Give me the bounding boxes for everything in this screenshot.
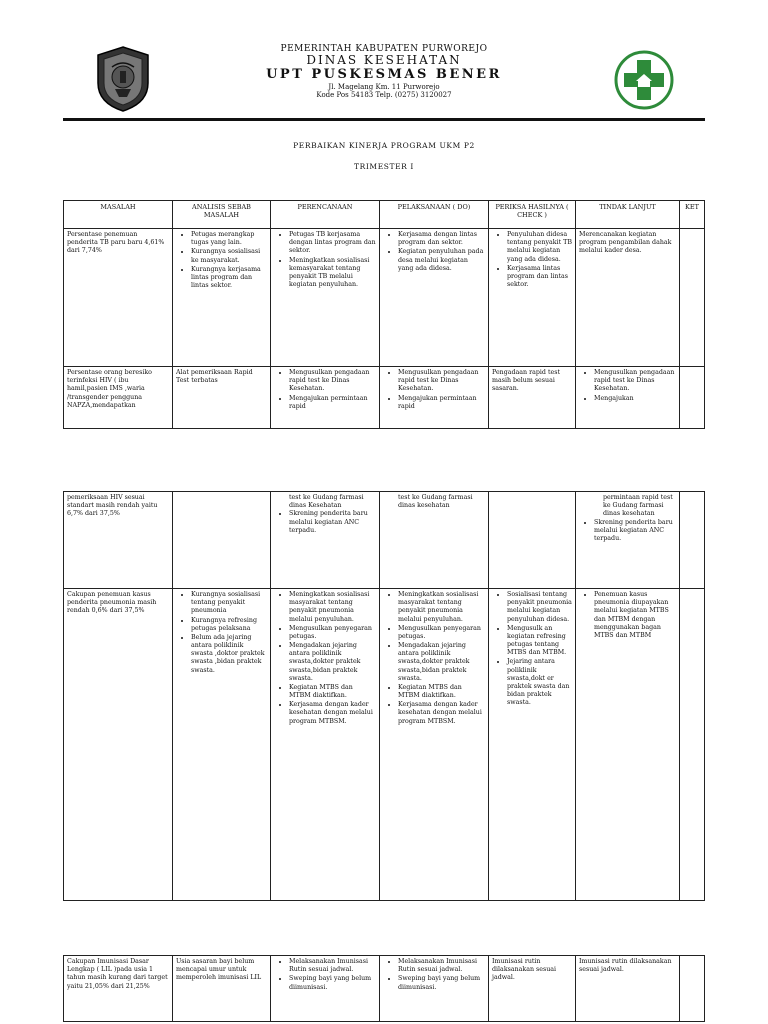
cell-pelaksanaan — [380, 589, 489, 901]
document-title: PERBAIKAN KINERJA PROGRAM UKM P2 — [293, 141, 475, 150]
col-header-masalah: MASALAH — [64, 201, 173, 229]
list-item: • Kerjasama dengan kader kesehatan dengan melalui program MTBSM. — [289, 701, 376, 726]
cell-ket — [680, 367, 705, 429]
cell-periksa — [489, 492, 576, 589]
list-item: • Kurangnya kerjasama lintas program dan lintas sektor. — [191, 266, 267, 291]
cell-pelaksanaan — [380, 492, 489, 589]
col-header-ket: KET — [680, 201, 705, 229]
list-item: • Mengajukan permintaan rapid — [289, 395, 376, 411]
cell-tindak-lanjut: Imunisasi rutin dilaksanakan sesuai jadwal. — [576, 956, 680, 1022]
cell-ket — [680, 229, 705, 367]
list-item: • Mengusulkan pengadaan rapid test ke Dinas Kesehatan. — [398, 369, 485, 394]
performance-table-part2 — [63, 491, 705, 901]
cell-pelaksanaan — [380, 956, 489, 1022]
list-item: • Mengadakan jejaring antara poliklinik swasta,dokter praktek swasta,bidan praktek swasta. — [289, 642, 376, 683]
list-item: • Kegiatan MTBS dan MTBM diaktifkan. — [289, 684, 376, 700]
cell-masalah: Persentase orang beresiko terinfeksi HIV ( ibu hamil,pasien IMS ,waria /transgender pengguna NAPZA,mendapatkan — [64, 367, 173, 429]
list-item: • Sweping bayi yang belum diimunisasi. — [398, 975, 485, 991]
cell-perencanaan — [271, 492, 380, 589]
department-name: DINAS KESEHATAN — [306, 53, 462, 68]
table-header-row — [64, 201, 705, 229]
cell-tindak-lanjut — [576, 492, 680, 589]
cell-tindak-lanjut — [576, 367, 680, 429]
list-item: • Kegiatan MTBS dan MTBM diaktifkan. — [398, 684, 485, 700]
cell-ket — [680, 492, 705, 589]
purworejo-regency-emblem-icon — [94, 45, 152, 113]
letterhead — [0, 0, 768, 125]
table-row — [64, 367, 705, 429]
list-item: • Meningkatkan sosialisasi masyarakat tentang penyakit pneumonia melalui penyuluhan. — [398, 591, 485, 624]
table-row — [64, 589, 705, 901]
list-item: • Mengajukan — [594, 395, 676, 403]
cell-perencanaan — [271, 229, 380, 367]
cell-tindak-lanjut — [576, 589, 680, 901]
col-header-tindak-lanjut: TINDAK LANJUT — [576, 201, 680, 229]
table-row — [64, 492, 705, 589]
col-header-pelaksanaan: PELAKSANAAN ( DO) — [380, 201, 489, 229]
continued-text: test ke Gudang farmasi dinas Kesehatan — [289, 494, 364, 510]
list-item: • Kerjasama dengan lintas program dan sektor. — [398, 231, 485, 247]
address: Jl. Magelang Km. 11 Purworejo — [328, 83, 440, 92]
list-item: • Mengusulkan pengadaan rapid test ke Dinas Kesehatan. — [289, 369, 376, 394]
col-header-perencanaan: PERENCANAAN — [271, 201, 380, 229]
list-item: • Jejaring antara poliklinik swasta,dokt er praktek swasta dan bidan praktek swasta. — [507, 658, 572, 707]
cell-periksa — [489, 229, 576, 367]
cell-perencanaan — [271, 367, 380, 429]
cell-perencanaan — [271, 589, 380, 901]
list-item: • Kurangnya sosialisasi ke masyarakat. — [191, 248, 267, 264]
list-item: • Mengusulk an kegiatan refresing petugas tentang MTBS dan MTBM. — [507, 625, 572, 658]
document-subtitle: TRIMESTER I — [354, 162, 414, 171]
list-item: • Sosialisasi tentang penyakit pneumonia melalui kegiatan penyuluhan didesa. — [507, 591, 572, 624]
cell-analisis — [173, 229, 271, 367]
list-item: • Petugas TB kerjasama dengan lintas program dan sektor. — [289, 231, 376, 256]
cell-periksa — [489, 589, 576, 901]
government-name: PEMERINTAH KABUPATEN PURWOREJO — [280, 44, 488, 54]
list-item: • Kurangnya refresing petugas pelaksana — [191, 617, 267, 633]
cell-analisis: Alat pemeriksaan Rapid Test terbatas — [173, 367, 271, 429]
list-item: • Penemuan kasus pneumonia diupayakan melalui kegiatan MTBS dan MTBM dengan menggunakan bagan MTBS dan MTBM — [594, 591, 676, 640]
list-item: • Kerjasama lintas program dan lintas sektor. — [507, 265, 572, 290]
table-row — [64, 229, 705, 367]
col-header-analisis: ANALISIS SEBAB MASALAH — [173, 201, 271, 229]
list-item: • Kegiatan penyuluhan pada desa melalui kegiatan yang ada didesa. — [398, 248, 485, 273]
cell-analisis — [173, 589, 271, 901]
table-row — [64, 956, 705, 1022]
cell-periksa: Imunisasi rutin dilaksanakan sesuai jadwal. — [489, 956, 576, 1022]
list-item: • Meningkatkan sosialisasi masyarakat tentang penyakit pneumonia melalui penyuluhan. — [289, 591, 376, 624]
list-item: • Kurangnya sosialisasi tentang penyakit pneumonia — [191, 591, 267, 616]
list-item: • Belum ada jejaring antara poliklinik swasta ,doktor praktek swasta ,bidan praktek swasta. — [191, 634, 267, 675]
cell-masalah: Cakupan Imunisasi Dasar Lengkap ( LIL )pada usia 1 tahun masih kurang dari target yaitu 21,05% dari 21,25% — [64, 956, 173, 1022]
cell-analisis — [173, 492, 271, 589]
continued-text: permintaan rapid test ke Gudang farmasi dinas kesehatan — [603, 494, 673, 518]
cell-analisis: Usia sasaran bayi belum mencapai umur untuk memperoleh imunisasi LIL — [173, 956, 271, 1022]
list-item: • Sweping bayi yang belum diimunisasi. — [289, 975, 376, 991]
list-item: • Melaksanakan Imunisasi Rutin sesuai jadwal. — [398, 958, 485, 974]
list-item: • Mengusulkan penyegaran petugas. — [398, 625, 485, 641]
list-item: • Mengajukan permintaan rapid — [398, 395, 485, 411]
list-item: • Petugas merangkap tugas yang lain. — [191, 231, 267, 247]
list-item: • Skrening penderita baru melalui kegiatan ANC terpadu. — [289, 510, 376, 535]
list-item: • Kerjasama dengan kader kesehatan dengan melalui program MTBSM. — [398, 701, 485, 726]
cell-masalah: pemeriksaan HIV sesuai standart masih rendah yaitu 6,7% dari 37,5% — [64, 492, 173, 589]
list-item: • Penyuluhan didesa tentang penyakit TB melalui kegiatan yang ada didesa. — [507, 231, 572, 264]
continued-text: test ke Gudang farmasi dinas kesehatan — [398, 494, 473, 510]
institution-name: UPT PUSKESMAS BENER — [266, 67, 502, 83]
list-item: • Mengadakan jejaring antara poliklinik swasta,dokter praktek swasta,bidan praktek swasta. — [398, 642, 485, 683]
puskesmas-logo-icon — [614, 50, 674, 110]
cell-pelaksanaan — [380, 229, 489, 367]
col-header-periksa: PERIKSA HASILNYA ( CHECK ) — [489, 201, 576, 229]
list-item: • Skrening penderita baru melalui kegiatan ANC terpadu. — [594, 519, 676, 544]
list-item: • Mengusulkan pengadaan rapid test ke Dinas Kesehatan. — [594, 369, 676, 394]
list-item: • Meningkatkan sosialisasi kemasyarakat tentang penyakit TB melalui kegiatan penyuluhan. — [289, 257, 376, 290]
performance-table-part3 — [63, 955, 705, 1022]
list-item: • Melaksanakan Imunisasi Rutin sesuai jadwal. — [289, 958, 376, 974]
cell-tindak-lanjut: Merencanakan kegiatan program pengambilan dahak melalui kader desa. — [576, 229, 680, 367]
cell-periksa: Pengadaan rapid test masih belum sesuai sasaran. — [489, 367, 576, 429]
letterhead-divider — [63, 118, 705, 121]
cell-pelaksanaan — [380, 367, 489, 429]
list-item: • Mengusulkan penyegaran petugas. — [289, 625, 376, 641]
cell-masalah: Persentase penemuan penderita TB paru baru 4,61% dari 7,74% — [64, 229, 173, 367]
cell-ket — [680, 589, 705, 901]
cell-masalah: Cakupan penemuan kasus penderita pneumonia masih rendah 0,6% dari 37,5% — [64, 589, 173, 901]
contact: Kode Pos 54183 Telp. (0275) 3120027 — [316, 91, 452, 100]
letterhead-text — [150, 44, 618, 99]
cell-ket — [680, 956, 705, 1022]
performance-table-part1 — [63, 200, 705, 429]
cell-perencanaan — [271, 956, 380, 1022]
